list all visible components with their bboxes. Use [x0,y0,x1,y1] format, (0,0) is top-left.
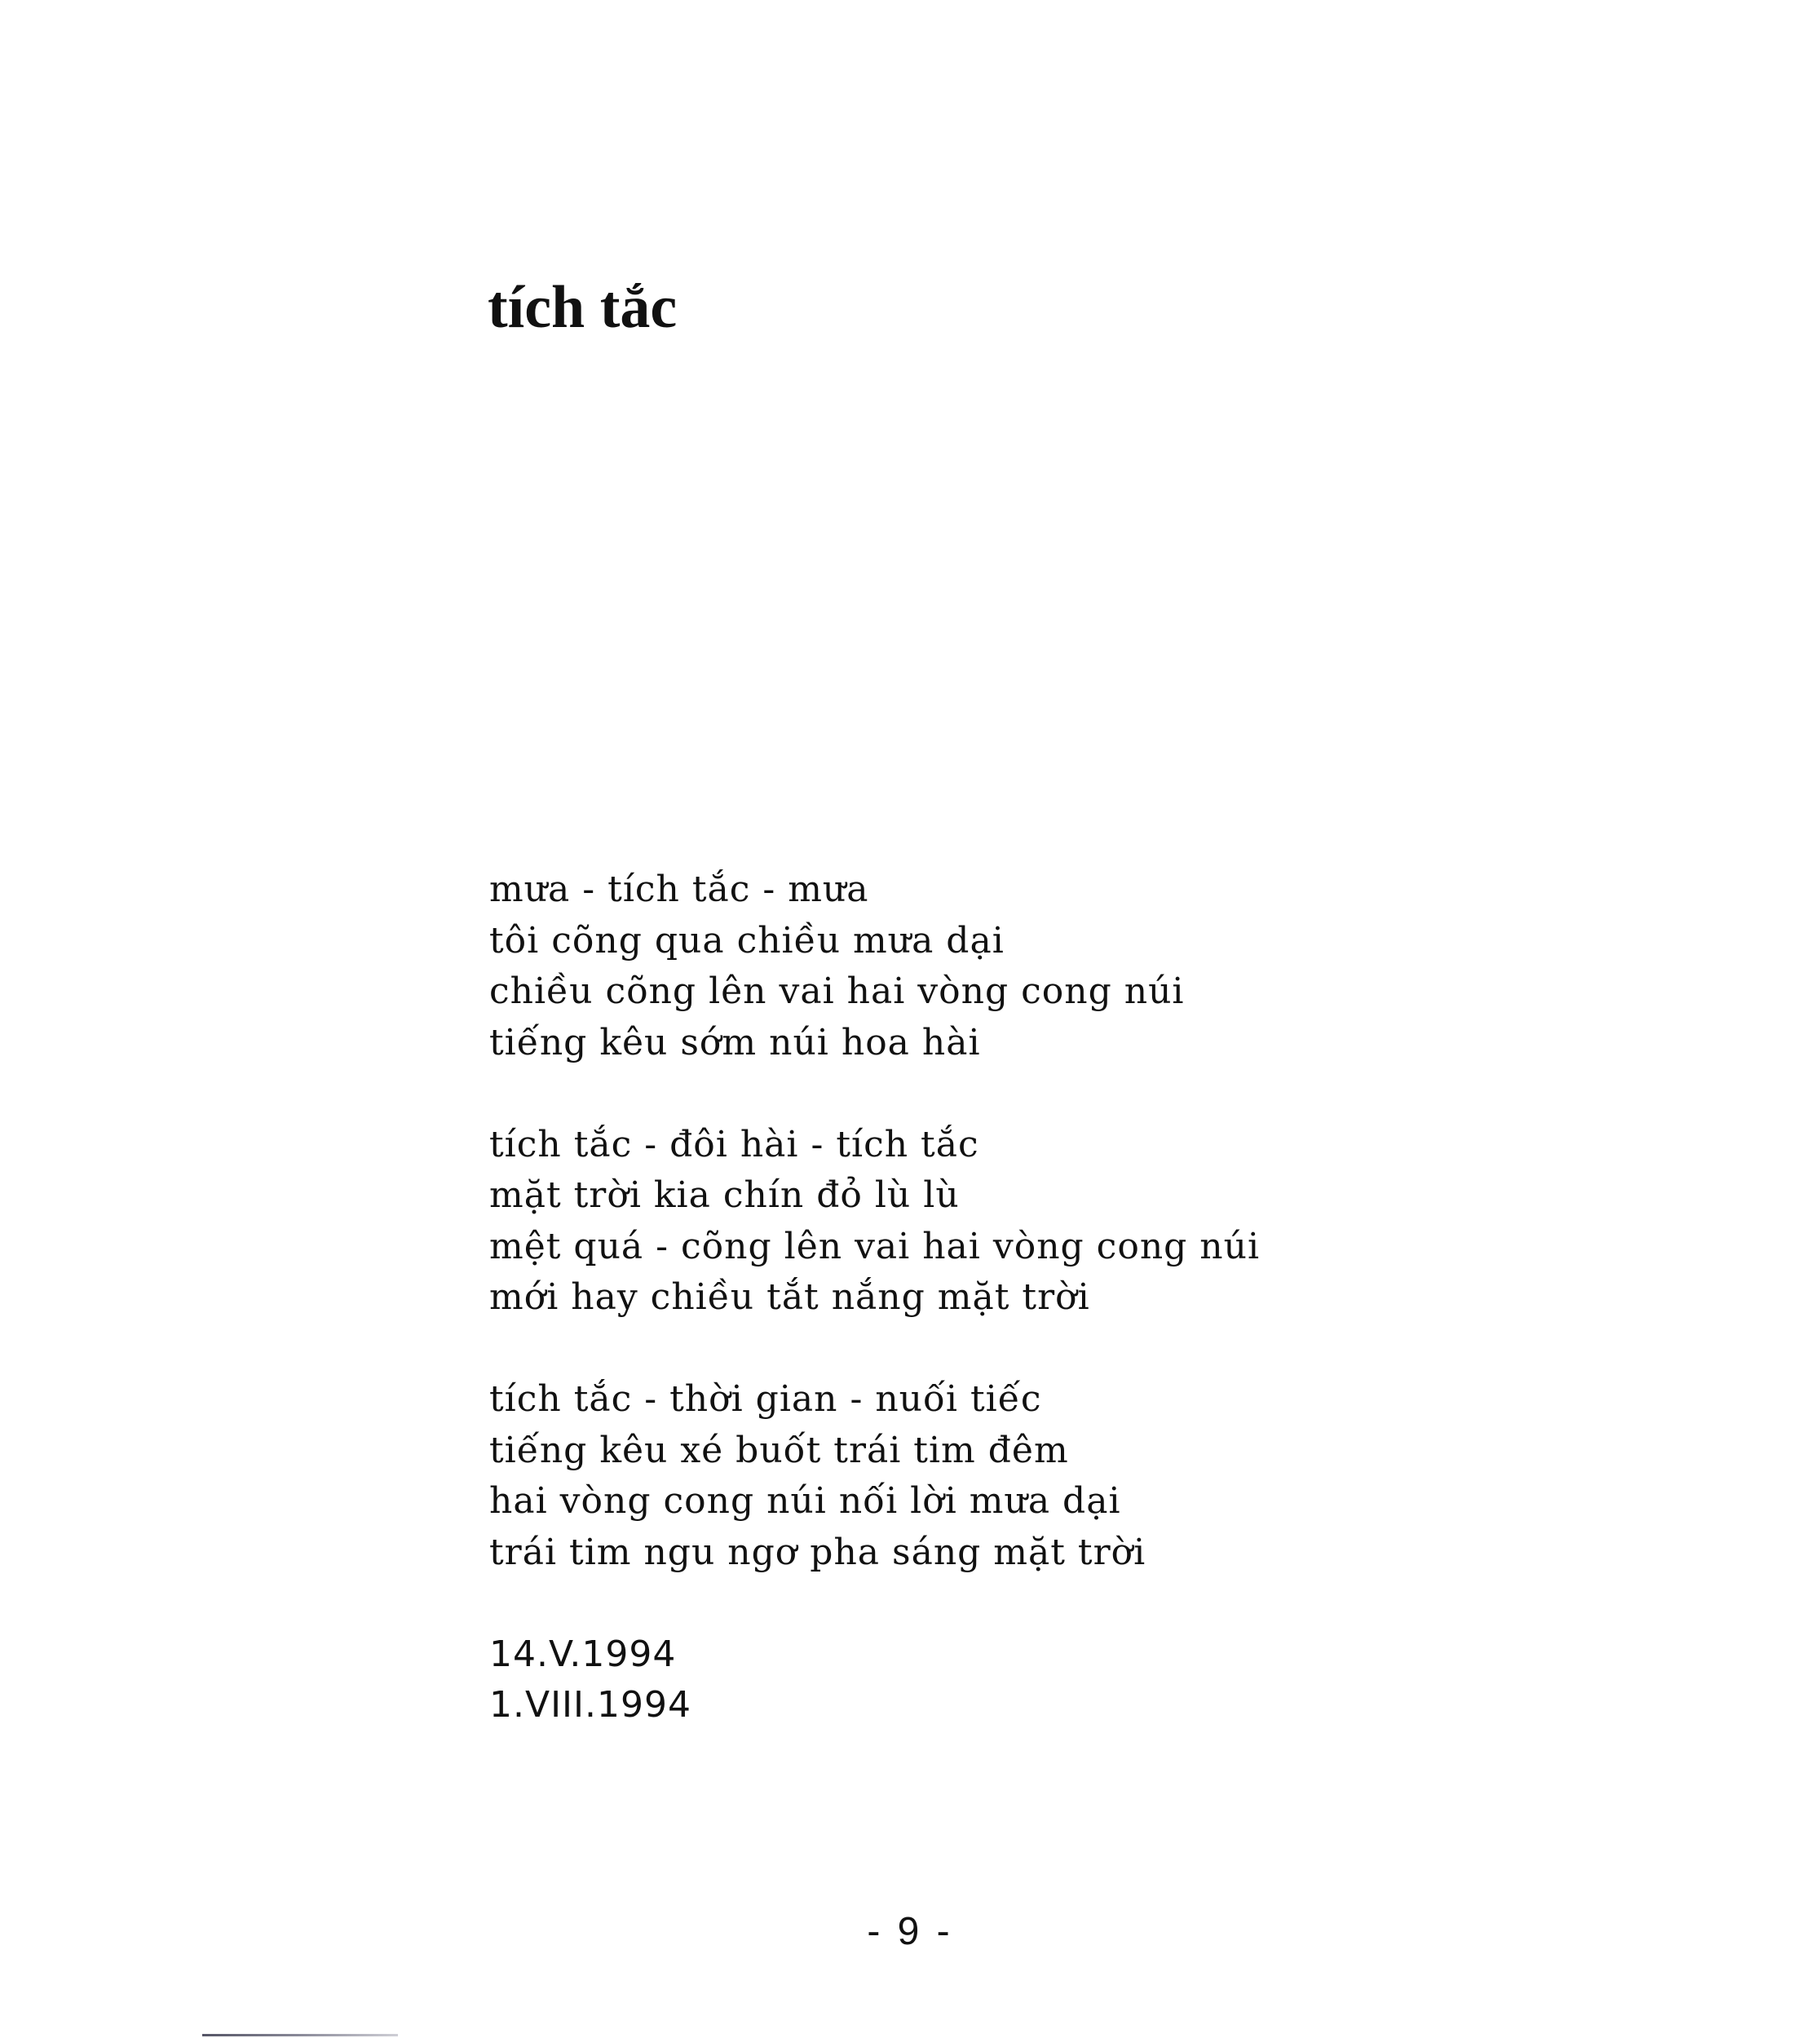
scan-edge-line [202,2034,398,2036]
poem-line: mệt quá - cõng lên vai hai vòng cong núi [489,1225,1261,1267]
poem-title: tích tắc [488,274,678,341]
stanza-2 [489,1120,1549,1324]
poem-line: tiếng kêu sớm núi hoa hài [489,1021,981,1063]
date-line: 14.V.1994 [489,1633,677,1675]
poem-line: mưa - tích tắc - mưa [489,869,869,910]
stanza-1 [489,864,1549,1068]
poem-line: mới hay chiều tắt nắng mặt trời [489,1276,1090,1318]
date-line: 1.VIII.1994 [489,1684,691,1726]
page-number: - 9 - [867,1910,953,1953]
poem-line: tôi cõng qua chiều mưa dại [489,919,1005,962]
poem-line: hai vòng cong núi nối lời mưa dại [489,1480,1121,1522]
poem-line: tích tắc - thời gian - nuối tiếc [489,1378,1042,1420]
poem-line: chiều cõng lên vai hai vòng cong núi [489,970,1185,1012]
poem-line: tiếng kêu xé buốt trái tim đêm [489,1429,1069,1471]
poem-dates [489,1629,1549,1731]
poem-body [489,864,1549,1731]
poem-line: mặt trời kia chín đỏ lù lù [489,1174,960,1216]
poem-line: tích tắc - đôi hài - tích tắc [489,1123,979,1165]
stanza-3 [489,1374,1549,1578]
poem-line: trái tim ngu ngơ pha sáng mặt trời [489,1531,1146,1573]
